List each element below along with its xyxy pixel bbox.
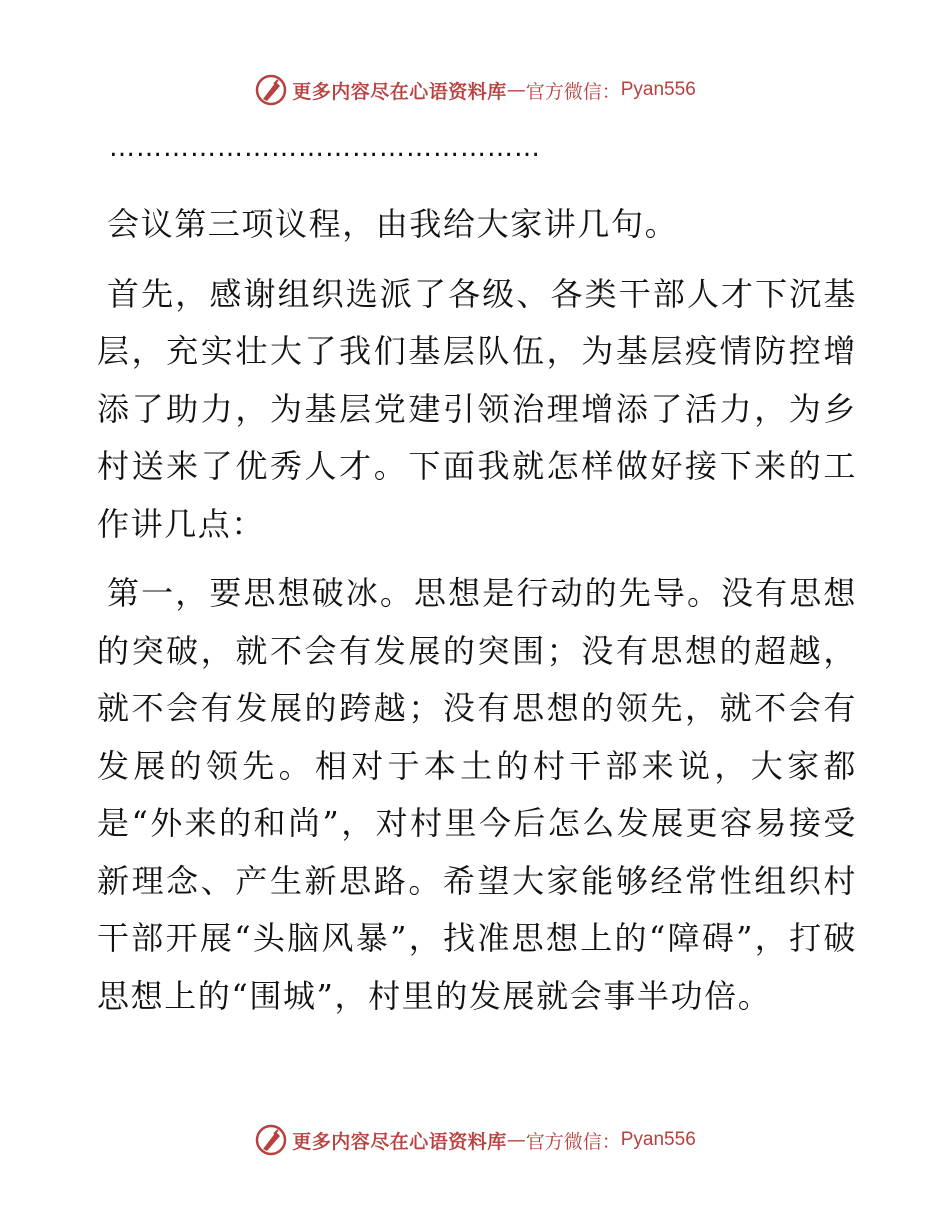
paragraph-thanks: 首先，感谢组织选派了各级、各类干部人才下沉基层，充实壮大了我们基层队伍，为基层疫情防控增添了助力，为基层党建引领治理增添了活力，为乡村送来了优秀人才。下面我就怎样做好接下来的工作讲几点： bbox=[97, 274, 857, 543]
watermark-wechat-label: 官方微信： bbox=[525, 80, 621, 103]
paragraph-agenda: 会议第三项议程，由我给大家讲几句。 bbox=[107, 205, 679, 243]
watermark-wechat-id: Pyan556 bbox=[620, 79, 696, 100]
watermark-dash: — bbox=[506, 79, 526, 101]
watermark-wechat-id: Pyan556 bbox=[620, 1129, 696, 1150]
watermark-site-text: 更多内容尽在心语资料库 bbox=[292, 1130, 507, 1153]
header-watermark bbox=[0, 70, 950, 110]
footer-watermark bbox=[0, 1120, 950, 1160]
quill-pen-logo-icon bbox=[254, 1123, 288, 1157]
watermark-dash: — bbox=[506, 1129, 526, 1151]
watermark-wechat-label: 官方微信： bbox=[525, 1130, 621, 1153]
watermark-site-text: 更多内容尽在心语资料库 bbox=[292, 80, 507, 103]
paragraph-point-one: 第一，要思想破冰。思想是行动的先导。没有思想的突破，就不会有发展的突围；没有思想的超越，就不会有发展的跨越；没有思想的领先，就不会有发展的领先。相对于本土的村干部来说，大家都是“外来的和尚”，对村里今后怎么发展更容易接受新理念、产生新思路。希望大家能够经常性组织村干部开展“头脑风暴”，找准思想上的“障碍”，打破思想上的“围城”，村里的发展就会事半功倍。 bbox=[97, 574, 857, 1015]
ellipsis-line: ………………………………………… bbox=[109, 133, 541, 163]
quill-pen-logo-icon bbox=[254, 73, 288, 107]
document-body bbox=[97, 120, 857, 1025]
